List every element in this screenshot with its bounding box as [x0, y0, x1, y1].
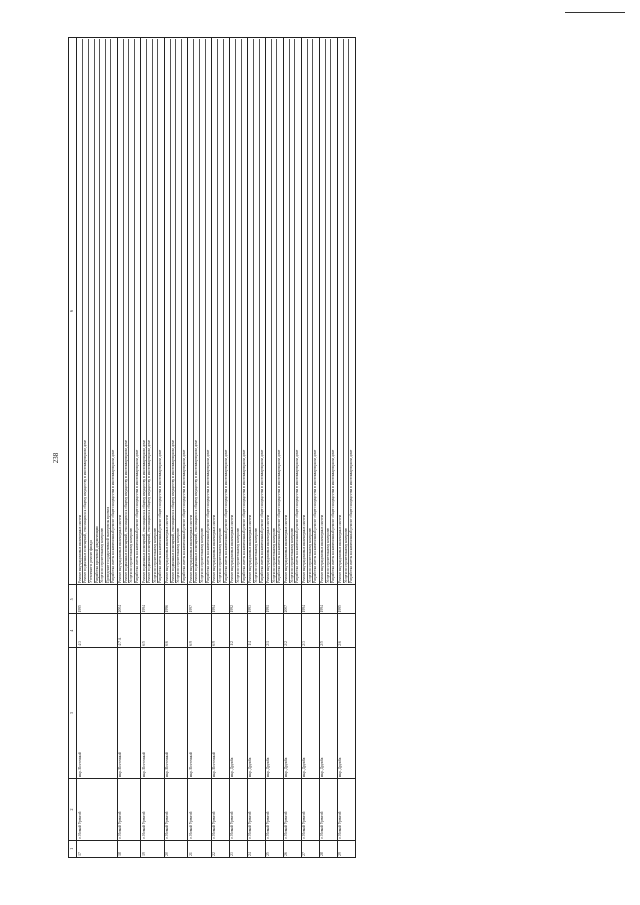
row-works — [188, 37, 212, 584]
row-year: 1995 — [77, 585, 117, 614]
row-district: мкр. Дружба — [301, 647, 319, 778]
row-number: 27 — [301, 840, 319, 857]
work-item: Услуги по строительному контролю — [236, 39, 242, 583]
col-header-1: 1 — [69, 840, 77, 857]
row-city: г. Новый Уренгой — [188, 779, 212, 840]
row-number: 26 — [283, 840, 301, 857]
row-year: 1991 — [265, 585, 283, 614]
row-district: мкр. Дружба — [229, 647, 247, 778]
table-row — [141, 37, 165, 857]
table-row — [164, 37, 188, 857]
row-year: 1994 — [211, 585, 229, 614]
table-body — [77, 37, 355, 857]
row-year: 1994 — [319, 585, 337, 614]
row-number: 25 — [265, 840, 283, 857]
header-row — [69, 37, 77, 857]
work-item: Ремонт внутридомовых инженерных систем — [212, 39, 218, 583]
row-house: 2/2 — [283, 614, 301, 647]
row-works — [319, 37, 337, 584]
row-city: г. Новый Уренгой — [164, 779, 188, 840]
work-item: Ремонт внутридомовых инженерных систем — [284, 39, 290, 583]
work-item: Ремонт подвальных помещений, относящихся к общему имуществу в многоквартирном доме — [83, 39, 89, 583]
row-works — [229, 37, 247, 584]
work-item: Услуги по строительному контролю — [218, 39, 224, 583]
work-item: Проведение государственной экспертизы проекта — [106, 39, 112, 583]
row-district: мкр. Восточный — [117, 647, 141, 778]
row-year: 1994 — [301, 585, 319, 614]
work-item: Разработка сметы на капитальный ремонт общего имущества в многоквартирном доме — [111, 449, 116, 583]
row-city: г. Новый Уренгой — [117, 779, 141, 840]
row-city: г. Новый Уренгой — [319, 779, 337, 840]
work-item: Ремонт подвальных помещений, относящихся к общему имуществу в многоквартирном доме — [147, 39, 153, 583]
row-works — [283, 37, 301, 584]
row-district: мкр. Дружба — [247, 647, 265, 778]
work-item: Утепление и ремонт фасада — [89, 39, 95, 583]
work-item: Ремонт внутридомовых инженерных систем — [266, 39, 272, 583]
capital-repair-table — [68, 37, 356, 858]
row-city: г. Новый Уренгой — [265, 779, 283, 840]
work-item: Ремонт внутридомовых инженерных систем — [338, 39, 344, 583]
work-item: Разработка сметы на капитальный ремонт общего имущества в многоквартирном доме — [205, 449, 210, 583]
work-item: Услуги по строительному контролю — [344, 39, 350, 583]
row-district: мкр. Восточный — [164, 647, 188, 778]
table-row — [319, 37, 337, 857]
row-number: 20 — [164, 840, 188, 857]
row-district: мкр. Дружба — [283, 647, 301, 778]
row-city: г. Новый Уренгой — [211, 779, 229, 840]
row-year: 1995 — [337, 585, 355, 614]
work-item: Ремонт внутридомовых инженерных систем — [320, 39, 326, 583]
row-works — [164, 37, 188, 584]
row-city: г. Новый Уренгой — [229, 779, 247, 840]
work-item: Разработка сметы на капитальный ремонт общего имущества в многоквартирном доме — [349, 449, 354, 583]
top-rule — [565, 12, 625, 13]
col-header-3: 3 — [69, 647, 77, 778]
row-year: 1993 — [247, 585, 265, 614]
row-city: г. Новый Уренгой — [77, 779, 117, 840]
work-item: Разработка сметы на капитальный ремонт общего имущества в многоквартирном доме — [223, 449, 228, 583]
table-row — [301, 37, 319, 857]
work-item: Разработка сметы на капитальный ремонт общего имущества в многоквартирном доме — [313, 449, 318, 583]
row-city: г. Новый Уренгой — [337, 779, 355, 840]
row-house: 4/3 — [77, 614, 117, 647]
row-city: г. Новый Уренгой — [141, 779, 165, 840]
row-year: 1994 — [141, 585, 165, 614]
row-district: мкр. Восточный — [77, 647, 117, 778]
row-house: 2/6 — [337, 614, 355, 647]
row-works — [77, 37, 117, 584]
row-district: мкр. Дружба — [319, 647, 337, 778]
row-year: 2007 — [283, 585, 301, 614]
table-row — [77, 37, 117, 857]
work-item: Ремонт подвальных помещений, относящихся к общему имуществу в многоквартирном доме — [142, 39, 148, 583]
work-item: Разработка сметы на капитальный ремонт общего имущества в многоквартирном доме — [259, 449, 264, 583]
row-house: 6/9 — [211, 614, 229, 647]
col-header-4: 4 — [69, 614, 77, 647]
row-house: 1/2 — [229, 614, 247, 647]
row-works — [141, 37, 165, 584]
work-item: Услуги по строительному контролю — [153, 39, 159, 583]
row-number: 29 — [337, 840, 355, 857]
work-item: Ремонт внутридомовых инженерных систем — [118, 39, 124, 583]
row-works — [301, 37, 319, 584]
col-header-6: 6 — [69, 37, 77, 584]
work-item: Ремонт подвальных помещений, относящихся к общему имуществу в многоквартирном доме — [194, 39, 200, 583]
row-house: 2/5 — [319, 614, 337, 647]
row-number: 19 — [141, 840, 165, 857]
row-city: г. Новый Уренгой — [247, 779, 265, 840]
work-item: Услуги по строительному контролю — [290, 39, 296, 583]
work-item: Услуги по строительному контролю — [272, 39, 278, 583]
work-item: Разработка сметы на капитальный ремонт общего имущества в многоквартирном доме — [331, 449, 336, 583]
row-city: г. Новый Уренгой — [301, 779, 319, 840]
row-house: 2/1 — [265, 614, 283, 647]
work-item: Ремонт внутридомовых инженерных систем — [165, 39, 171, 583]
work-item: Услуги по строительному контролю — [254, 39, 260, 583]
work-item: Разработка сметы на капитальный ремонт общего имущества в многоквартирном доме — [158, 449, 163, 583]
table-row — [247, 37, 265, 857]
table-row — [188, 37, 212, 857]
work-item: Ремонт подвальных помещений, относящихся к общему имуществу в многоквартирном доме — [171, 39, 177, 583]
row-district: мкр. Восточный — [211, 647, 229, 778]
table-row — [117, 37, 141, 857]
row-number: 18 — [117, 840, 141, 857]
row-house: 4/7 А — [117, 614, 141, 647]
row-number: 28 — [319, 840, 337, 857]
table-row — [265, 37, 283, 857]
row-district: мкр. Восточный — [141, 647, 165, 778]
page-number: 238 — [52, 452, 60, 464]
table-row — [337, 37, 355, 857]
work-item: Услуги по строительному контролю — [200, 39, 206, 583]
col-header-5: 5 — [69, 585, 77, 614]
row-year: 2004 — [117, 585, 141, 614]
work-item: Услуги по строительному контролю — [308, 39, 314, 583]
work-item: Разработка сметы на капитальный ремонт общего имущества в многоквартирном доме — [295, 449, 300, 583]
row-works — [211, 37, 229, 584]
row-city: г. Новый Уренгой — [283, 779, 301, 840]
row-house: 6/6 — [164, 614, 188, 647]
work-item: Ремонт внутридомовых инженерных систем — [78, 39, 84, 583]
row-number: 17 — [77, 840, 117, 857]
row-number: 23 — [229, 840, 247, 857]
work-item: Ремонт внутридомовых инженерных систем — [302, 39, 308, 583]
work-item: Разработка сметы на капитальный ремонт общего имущества в многоквартирном доме — [182, 449, 187, 583]
row-year: 1992 — [229, 585, 247, 614]
col-header-2: 2 — [69, 779, 77, 840]
row-works — [265, 37, 283, 584]
row-works — [247, 37, 265, 584]
work-item: Разработка проектной документации — [95, 39, 101, 583]
row-district: мкр. Дружба — [337, 647, 355, 778]
work-item: Ремонт внутридомовых инженерных систем — [230, 39, 236, 583]
row-number: 24 — [247, 840, 265, 857]
rotated-page — [50, 58, 605, 858]
work-item: Услуги по строительному контролю — [129, 39, 135, 583]
work-item: Разработка сметы на капитальный ремонт общего имущества в многоквартирном доме — [241, 449, 246, 583]
row-year: 1996 — [164, 585, 188, 614]
table-row — [229, 37, 247, 857]
row-works — [337, 37, 355, 584]
work-item: Ремонт внутридомовых инженерных систем — [189, 39, 195, 583]
row-year: 1997 — [188, 585, 212, 614]
work-item: Ремонт подвальных помещений, относящихся к общему имуществу в многоквартирном доме — [124, 39, 130, 583]
table-row — [211, 37, 229, 857]
work-item: Услуги по строительному контролю — [326, 39, 332, 583]
row-house: 1/4 — [247, 614, 265, 647]
work-item: Разработка сметы на капитальный ремонт общего имущества в многоквартирном доме — [134, 449, 139, 583]
row-district: мкр. Восточный — [188, 647, 212, 778]
work-item: Ремонт внутридомовых инженерных систем — [248, 39, 254, 583]
row-house: 6/5 — [141, 614, 165, 647]
work-item: Разработка сметы на капитальный ремонт общего имущества в многоквартирном доме — [277, 449, 282, 583]
row-works — [117, 37, 141, 584]
row-house: 2/3 — [301, 614, 319, 647]
work-item: Услуги по строительному контролю — [100, 39, 106, 583]
row-number: 21 — [188, 840, 212, 857]
work-item: Услуги по строительному контролю — [176, 39, 182, 583]
table-row — [283, 37, 301, 857]
row-district: мкр. Дружба — [265, 647, 283, 778]
row-number: 22 — [211, 840, 229, 857]
row-house: 6/9 — [188, 614, 212, 647]
